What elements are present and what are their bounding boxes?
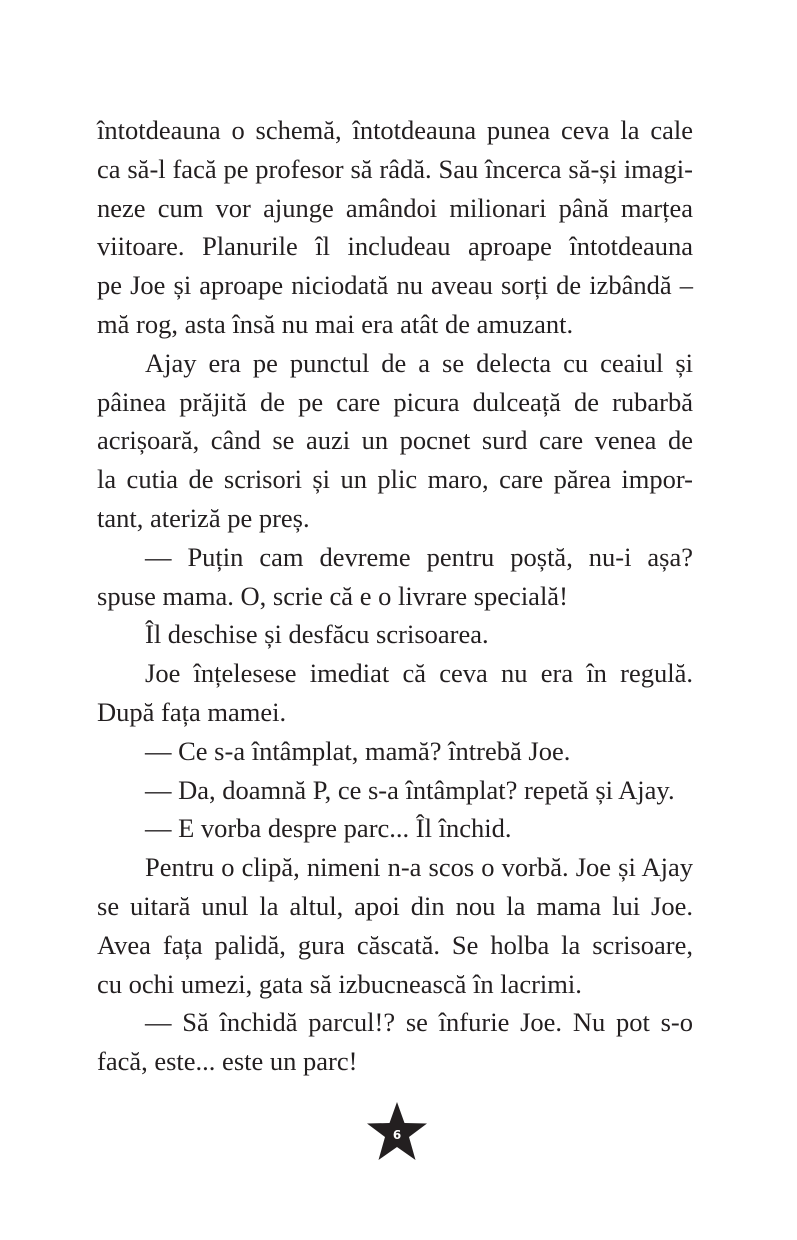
text-line: spuse mama. O, scrie că e o livrare specială!	[97, 580, 568, 611]
text-line: neze cum vor ajunge amândoi milionari până marțea	[97, 192, 693, 223]
text-line: pâinea prăjită de pe care picura dulceață de rubarbă	[97, 386, 693, 417]
text-line: se uitară unul la altul, apoi din nou la mama lui Joe.	[97, 890, 693, 921]
text-line: După fața mamei.	[97, 696, 287, 727]
text-line: — Puțin cam devreme pentru poștă, nu-i așa?	[145, 541, 693, 572]
text-line: Avea fața palidă, gura căscată. Se holba la scrisoare,	[97, 929, 693, 960]
text-line: acrișoară, când se auzi un pocnet surd care venea de	[97, 425, 693, 456]
paragraph	[97, 111, 693, 344]
text-line: viitoare. Planurile îl includeau aproape întotdeauna	[97, 231, 693, 262]
text-line: — E vorba despre parc... Îl închid.	[145, 813, 512, 844]
paragraph	[97, 654, 693, 732]
text-line: la cutia de scrisori și un plic maro, care părea impor-	[97, 464, 693, 495]
text-line: tant, ateriză pe preș.	[97, 502, 310, 533]
text-line: — Să închidă parcul!? se înfurie Joe. Nu pot s-o	[145, 1007, 693, 1038]
page-number: 6	[392, 1128, 402, 1142]
text-line: ca să-l facă pe profesor să râdă. Sau încerca să-și imagi-	[97, 153, 693, 184]
text-line: mă rog, asta însă nu mai era atât de amuzant.	[97, 308, 574, 339]
text-line: — Da, doamnă P, ce s-a întâmplat? repetă și Ajay.	[145, 774, 675, 805]
text-line: Ajay era pe punctul de a se delecta cu ceaiul și	[145, 347, 693, 378]
text-line: Pentru o clipă, nimeni n-a scos o vorbă. Joe și Ajay	[145, 852, 693, 883]
text-line: cu ochi umezi, gata să izbucnească în lacrimi.	[97, 968, 582, 999]
paragraph	[97, 1003, 693, 1081]
text-line: Îl deschise și desfăcu scrisoarea.	[145, 619, 489, 650]
text-line: Joe înțelesese imediat că ceva nu era în regulă.	[145, 658, 693, 689]
text-line: facă, este... este un parc!	[97, 1046, 358, 1077]
paragraph	[97, 538, 693, 616]
text-line: — Ce s-a întâmplat, mamă? întrebă Joe.	[145, 735, 571, 766]
text-line: pe Joe și aproape niciodată nu aveau sorți de izbândă –	[97, 270, 693, 301]
body-text	[97, 111, 693, 1081]
paragraph	[97, 771, 693, 810]
paragraph	[97, 615, 693, 654]
paragraph	[97, 809, 693, 848]
page-number-star	[366, 1101, 428, 1163]
paragraph	[97, 848, 693, 1003]
paragraph	[97, 732, 693, 771]
paragraph	[97, 344, 693, 538]
text-line: întotdeauna o schemă, întotdeauna punea ceva la cale	[97, 115, 693, 145]
